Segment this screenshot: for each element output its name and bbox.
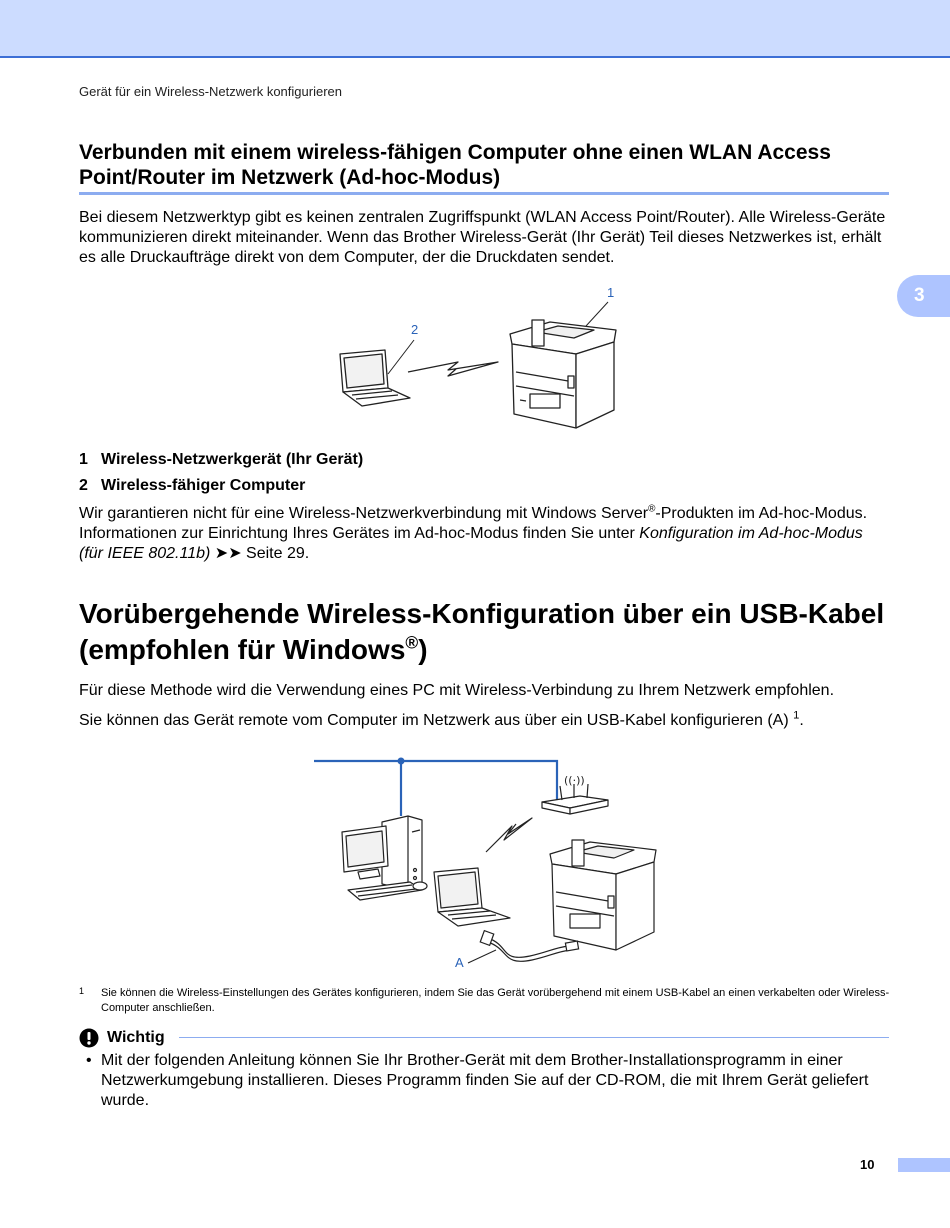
- page-number-bar: [898, 1158, 950, 1172]
- callout-line-2: [388, 340, 414, 374]
- page-number: 10: [860, 1157, 875, 1172]
- arrow-icon: ➤➤: [214, 545, 242, 562]
- adhoc-note-paragraph: Wir garantieren nicht für eine Wireless-Netzwerkverbindung mit Windows Server®-Produkten im Ad-hoc-Modus. Informationen zur Einrichtung Ihres Gerätes im Ad-hoc-Modus finden Sie unter Konfiguration im Ad-hoc-Modus (für IEEE 802.11b) ➤➤ Seite 29.: [79, 503, 868, 562]
- chapter-tab: 3: [897, 275, 950, 317]
- wireless-signal-icon: [408, 362, 498, 376]
- usb-remote-paragraph: Sie können das Gerät remote vom Computer im Netzwerk aus über ein USB-Kabel konfigurieren (A) $^1$.: [79, 709, 804, 729]
- cross-reference-link[interactable]: Konfiguration im Ad-hoc-Modus (für IEEE 802.11b): [79, 525, 863, 562]
- important-title: Wichtig: [107, 1029, 165, 1046]
- figure-label-1: 1: [607, 285, 615, 300]
- warning-exclamation-icon: [79, 1028, 99, 1048]
- important-divider: [179, 1037, 889, 1038]
- page-reference[interactable]: Seite 29.: [241, 545, 310, 562]
- legend-item: [79, 451, 363, 469]
- legend-text: Wireless-Netzwerkgerät (Ihr Gerät): [101, 451, 364, 468]
- bullet-text: Mit der folgenden Anleitung können Sie Ihr Brother-Gerät mit dem Brother-Installationsprogramm in einer Netzwerkumgebung installieren. Dieses Programm finden Sie auf der CD-ROM, die mit Ihrem Gerät geliefert wurde.: [101, 1052, 869, 1109]
- running-title: Gerät für ein Wireless-Netzwerk konfigurieren: [79, 84, 342, 99]
- section-heading-adhoc: Verbunden mit einem wireless-fähigen Computer ohne einen WLAN Access Point/Router im Netzwerk (Ad-hoc-Modus): [79, 141, 831, 189]
- bullet-dot: •: [86, 1052, 92, 1069]
- adhoc-intro-paragraph: Bei diesem Netzwerktyp gibt es keinen zentralen Zugriffspunkt (WLAN Access Point/Router). Alle Wireless-Geräte kommunizieren direkt miteinander. Wenn das Brother Wireless-Gerät (Ihr Gerät) Teil dieses Netzwerkes ist, erhält es alle Druckaufträge direkt von dem Computer, der die Druckdaten sendet.: [79, 209, 886, 266]
- legend-number: 1: [79, 451, 88, 468]
- wireless-signal-icon: [486, 818, 532, 852]
- wifi-waves-icon: ((·)): [564, 774, 585, 787]
- adhoc-network-figure: [330, 282, 630, 442]
- network-junction: [398, 758, 405, 765]
- figure-label-a: A: [455, 955, 464, 970]
- printer-illustration: [550, 840, 656, 950]
- registered-mark: ®: [405, 632, 419, 653]
- registered-mark: ®: [648, 503, 656, 515]
- network-cable: [314, 761, 557, 816]
- callout-line-a: [468, 950, 496, 963]
- heading-divider: [79, 192, 889, 195]
- laptop-illustration: [434, 868, 510, 926]
- footnote-number: 1: [79, 986, 85, 996]
- important-box-header: [79, 1028, 891, 1050]
- usb-config-figure: [310, 750, 670, 970]
- usb-intro-paragraph: Für diese Methode wird die Verwendung eines PC mit Wireless-Verbindung zu Ihrem Netzwerk empfohlen.: [79, 682, 835, 699]
- legend-text: Wireless-fähiger Computer: [101, 477, 306, 494]
- figure-label-2: 2: [411, 322, 419, 337]
- header-band: [0, 0, 950, 58]
- section-heading-usb: Vorübergehende Wireless-Konfiguration über ein USB-Kabel (empfohlen für Windows®): [79, 598, 885, 665]
- printer-illustration: [510, 320, 616, 428]
- legend-number: 2: [79, 477, 88, 494]
- callout-line-1: [586, 302, 608, 326]
- router-illustration: [542, 784, 608, 814]
- footnote-text: Sie können die Wireless-Einstellungen des Gerätes konfigurieren, indem Sie das Gerät vorübergehend mit einem USB-Kabel an einen verkabelten oder Wireless-Computer anschließen.: [101, 987, 890, 1014]
- footnote-ref: 1: [793, 709, 800, 722]
- legend-item: [79, 477, 305, 495]
- desktop-pc-illustration: [342, 816, 427, 900]
